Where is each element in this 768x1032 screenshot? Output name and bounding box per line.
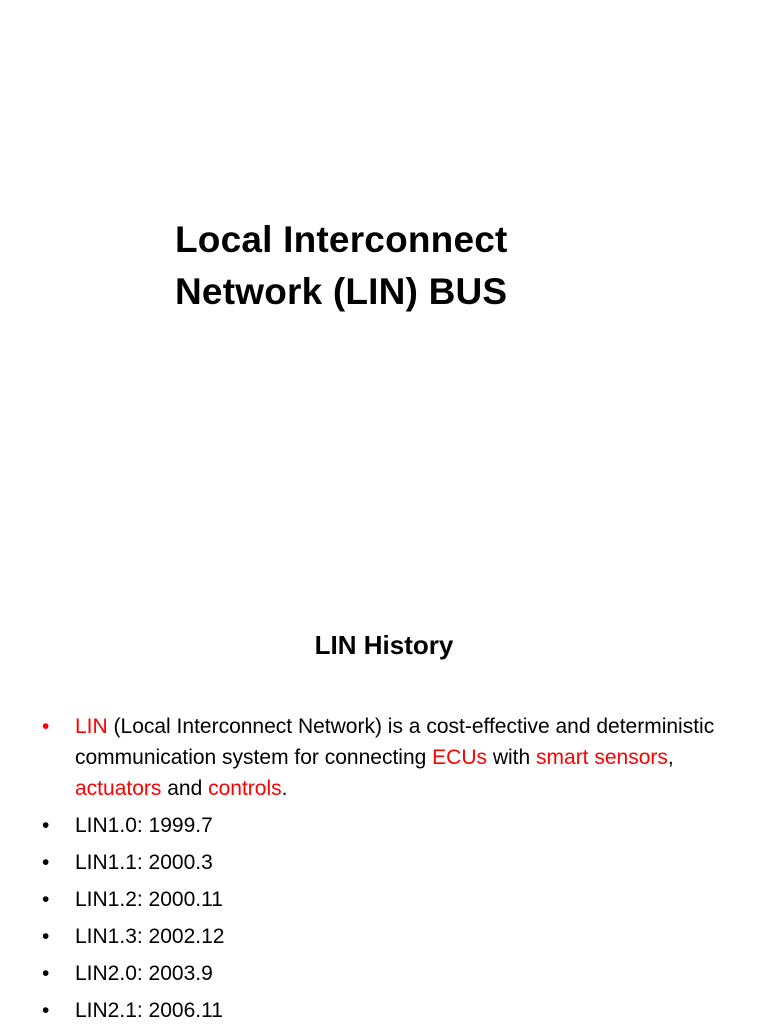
bullet-dot-icon: • <box>42 814 50 837</box>
term-actuators: actuators <box>75 777 162 800</box>
version-text: LIN1.1: 2000.3 <box>75 851 213 874</box>
list-item-intro <box>42 711 742 804</box>
term-controls: controls <box>208 777 282 800</box>
bullet-dot-icon: • <box>42 925 50 948</box>
slide-title-line-2: Network (LIN) BUS <box>175 271 508 312</box>
list-item-version <box>42 995 742 1026</box>
section-heading: LIN History <box>314 630 454 660</box>
bullet-dot-icon: • <box>42 851 50 874</box>
intro-punctuation: . <box>281 777 288 800</box>
slide-title-line-1: Local Interconnect <box>175 219 508 260</box>
list-item-version <box>42 847 742 878</box>
intro-punctuation: , <box>667 746 674 769</box>
version-text: LIN2.0: 2003.9 <box>75 962 213 985</box>
bullet-dot-icon: • <box>42 962 50 985</box>
list-item-version <box>42 810 742 841</box>
intro-text: (Local Interconnect Network) is a cost-effective and deterministic communication system for connecting <box>75 715 715 769</box>
version-text: LIN2.1: 2006.11 <box>75 999 223 1022</box>
version-text: LIN1.0: 1999.7 <box>75 814 213 837</box>
term-ecus: ECUs <box>432 746 487 769</box>
bullet-dot-icon: • <box>42 715 50 738</box>
list-item-version <box>42 958 742 989</box>
version-text: LIN1.3: 2002.12 <box>75 925 225 948</box>
intro-text: and <box>161 777 209 800</box>
version-text: LIN1.2: 2000.11 <box>75 888 223 911</box>
term-smart-sensors: smart sensors <box>536 746 668 769</box>
term-lin: LIN <box>75 715 108 738</box>
bullet-dot-icon: • <box>42 999 50 1022</box>
slide-title <box>175 214 735 318</box>
list-item-version <box>42 921 742 952</box>
bullet-dot-icon: • <box>42 888 50 911</box>
list-item-version <box>42 884 742 915</box>
intro-text: with <box>487 746 537 769</box>
history-bullet-list <box>42 711 742 1032</box>
